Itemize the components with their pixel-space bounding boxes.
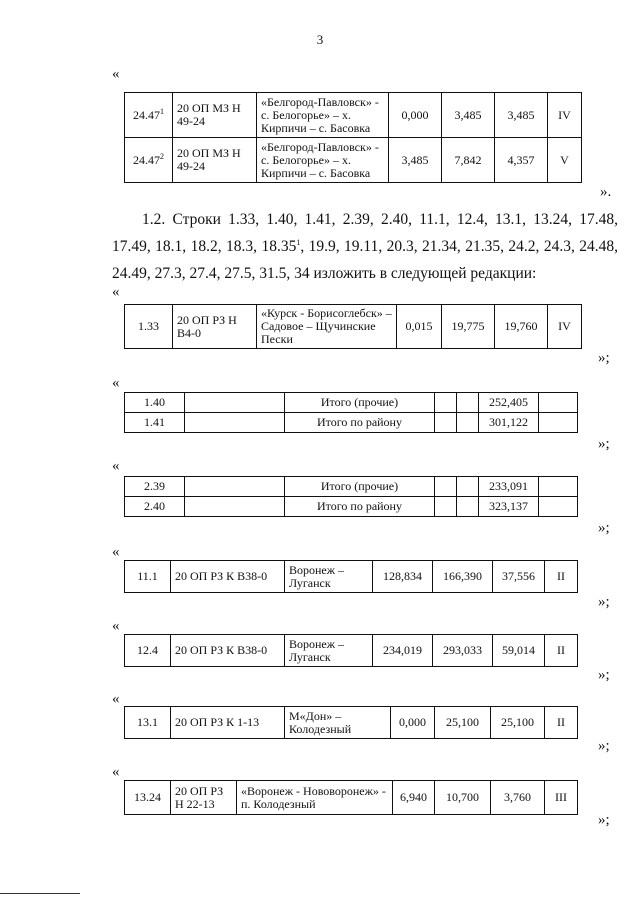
table-row bbox=[125, 93, 582, 138]
road-name: Итого (прочие) bbox=[285, 393, 435, 413]
paragraph-label: 1.2. bbox=[142, 211, 166, 228]
km-end: 7,842 bbox=[442, 138, 495, 183]
km-end: 19,775 bbox=[442, 305, 495, 349]
row-number: 2.39 bbox=[125, 477, 185, 497]
table-row bbox=[125, 393, 578, 413]
open-quote: « bbox=[112, 691, 120, 707]
row-number: 24.47$^2$ bbox=[125, 138, 173, 183]
table-1-40 bbox=[124, 392, 578, 433]
row-number: 11.1 bbox=[125, 561, 171, 593]
table-13-24 bbox=[124, 780, 578, 815]
road-name: «Белгород-Павловск» - с. Белогорье» – х. Кирпичи – с. Басовка bbox=[257, 138, 389, 183]
close-quote: »; bbox=[598, 350, 610, 366]
row-number: 13.24 bbox=[125, 781, 171, 815]
road-code: 20 ОП МЗ Н 49-24 bbox=[173, 93, 257, 138]
close-quote: »; bbox=[598, 594, 610, 610]
close-quote: »; bbox=[598, 812, 610, 828]
road-code bbox=[185, 477, 285, 497]
km-start bbox=[435, 393, 457, 413]
km-end: 3,485 bbox=[442, 93, 495, 138]
km-start: 6,940 bbox=[393, 781, 435, 815]
category: II bbox=[545, 561, 578, 593]
table-row bbox=[125, 707, 578, 739]
km-start: 234,019 bbox=[373, 635, 433, 667]
road-code bbox=[185, 497, 285, 517]
road-code: 20 ОП РЗ К В38-0 bbox=[171, 561, 285, 593]
table-row bbox=[125, 477, 578, 497]
category bbox=[539, 497, 578, 517]
category: IV bbox=[548, 305, 582, 349]
close-quote: ». bbox=[600, 184, 612, 200]
road-name: Итого по району bbox=[285, 413, 435, 433]
km-start bbox=[435, 413, 457, 433]
km-end: 25,100 bbox=[435, 707, 491, 739]
table-row bbox=[125, 138, 582, 183]
close-quote: »; bbox=[598, 520, 610, 536]
road-code bbox=[185, 393, 285, 413]
road-name: Воронеж – Луганск bbox=[285, 561, 373, 593]
km-start bbox=[435, 477, 457, 497]
close-quote: »; bbox=[598, 738, 610, 754]
open-quote: « bbox=[112, 764, 120, 780]
length: 59,014 bbox=[493, 635, 545, 667]
road-code: 20 ОП МЗ Н 49-24 bbox=[173, 138, 257, 183]
table-row bbox=[125, 413, 578, 433]
open-quote: « bbox=[112, 544, 120, 560]
row-number: 12.4 bbox=[125, 635, 171, 667]
road-name: «Воронеж - Нововоронеж» - п. Колодезный bbox=[237, 781, 393, 815]
km-start: 128,834 bbox=[373, 561, 433, 593]
road-code: 20 ОП РЗ К В38-0 bbox=[171, 635, 285, 667]
km-end bbox=[457, 393, 479, 413]
length: 19,760 bbox=[495, 305, 548, 349]
length: 252,405 bbox=[479, 393, 539, 413]
category bbox=[539, 477, 578, 497]
km-end: 10,700 bbox=[435, 781, 491, 815]
length: 3,760 bbox=[491, 781, 545, 815]
km-start: 0,000 bbox=[391, 707, 435, 739]
km-start: 0,000 bbox=[389, 93, 442, 138]
length: 323,137 bbox=[479, 497, 539, 517]
road-name: «Белгород-Павловск» - с. Белогорье» – х. Кирпичи – с. Басовка bbox=[257, 93, 389, 138]
close-quote: »; bbox=[598, 667, 610, 683]
table-11-1 bbox=[124, 560, 578, 593]
category: II bbox=[545, 635, 578, 667]
road-name: «Курск - Борисоглебск» – Садовое – Щучинские Пески bbox=[257, 305, 397, 349]
table-13-1 bbox=[124, 706, 578, 739]
km-start bbox=[435, 497, 457, 517]
body-paragraph: 1.2. Строки 1.33, 1.40, 1.41, 2.39, 2.40, 11.1, 12.4, 13.1, 13.24, 17.48, 17.49, 18.1, 18.2, 18.3, 18.35$^1$, 19.9, 19.11, 20.3, 21.34, 21.35, 24.2, 24.3, 24.48, 24.49, 27.3, 27.4, 27.5, 31.5, 34 изложить в следующей редакции: bbox=[112, 211, 618, 282]
paragraph-text-cont: , 19.9, 19.11, 20.3, 21.34, 21.35, 24.2, 24.3, 24.48, 24.49, 27.3, 27.4, 27.5, 31.5, 34 изложить в следующей редакции: bbox=[112, 238, 618, 282]
road-name: Воронеж – Луганск bbox=[285, 635, 373, 667]
table-row bbox=[125, 635, 578, 667]
open-quote: « bbox=[112, 66, 120, 82]
category: II bbox=[545, 707, 578, 739]
table-2-39 bbox=[124, 476, 578, 517]
road-code: 20 ОП РЗ Н В4-0 bbox=[173, 305, 257, 349]
road-name: Итого (прочие) bbox=[285, 477, 435, 497]
table-row bbox=[125, 561, 578, 593]
road-name: Итого по району bbox=[285, 497, 435, 517]
paragraph-text: Строки 1.33, 1.40, 1.41, 2.39, 2.40, 11.1, 12.4, 13.1, 13.24, 17.48, 17.49, 18.1, 18.2, 18.3, 18.35 bbox=[112, 211, 618, 255]
footnote-separator bbox=[0, 893, 80, 894]
category: III bbox=[545, 781, 578, 815]
row-number: 1.33 bbox=[125, 305, 173, 349]
km-start: 3,485 bbox=[389, 138, 442, 183]
row-number: 2.40 bbox=[125, 497, 185, 517]
table-row bbox=[125, 781, 578, 815]
length: 301,122 bbox=[479, 413, 539, 433]
length: 3,485 bbox=[495, 93, 548, 138]
length: 4,357 bbox=[495, 138, 548, 183]
km-end bbox=[457, 477, 479, 497]
open-quote: « bbox=[112, 618, 120, 634]
category bbox=[539, 413, 578, 433]
row-number: 24.47$^1$ bbox=[125, 93, 173, 138]
km-end: 293,033 bbox=[433, 635, 493, 667]
table-row bbox=[125, 305, 582, 349]
km-end bbox=[457, 413, 479, 433]
km-start: 0,015 bbox=[397, 305, 442, 349]
page-number: 3 bbox=[316, 32, 324, 47]
row-number: 1.40 bbox=[125, 393, 185, 413]
table-row bbox=[125, 497, 578, 517]
road-code: 20 ОП РЗ Н 22-13 bbox=[171, 781, 237, 815]
category bbox=[539, 393, 578, 413]
row-number: 1.41 bbox=[125, 413, 185, 433]
length: 25,100 bbox=[491, 707, 545, 739]
km-end bbox=[457, 497, 479, 517]
open-quote: « bbox=[112, 375, 120, 391]
category: IV bbox=[548, 93, 582, 138]
table-24-47 bbox=[124, 92, 582, 183]
table-12-4 bbox=[124, 634, 578, 667]
open-quote: « bbox=[112, 284, 120, 300]
road-name: М«Дон» – Колодезный bbox=[285, 707, 391, 739]
open-quote: « bbox=[112, 458, 120, 474]
length: 233,091 bbox=[479, 477, 539, 497]
table-1-33 bbox=[124, 304, 582, 349]
km-end: 166,390 bbox=[433, 561, 493, 593]
length: 37,556 bbox=[493, 561, 545, 593]
category: V bbox=[548, 138, 582, 183]
road-code bbox=[185, 413, 285, 433]
close-quote: »; bbox=[598, 436, 610, 452]
road-code: 20 ОП РЗ К 1-13 bbox=[171, 707, 285, 739]
row-number: 13.1 bbox=[125, 707, 171, 739]
